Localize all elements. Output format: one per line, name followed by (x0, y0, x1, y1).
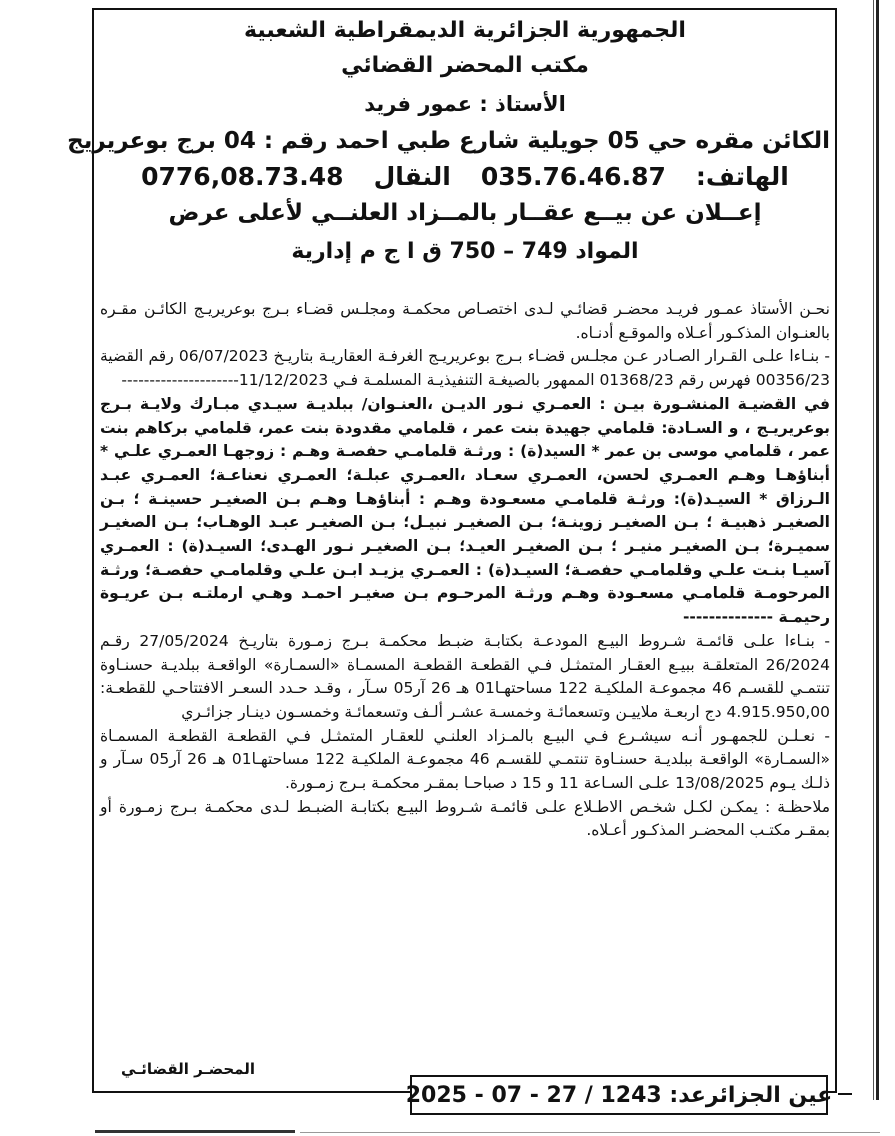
parties-paragraph (100, 393, 830, 630)
decision-text: - بنـاءا علـى القـرار الصـادر عـن مجلـس قضـاء بـرج بوعريريـج الغرفـة العقاريـة بتاريـخ 06/07/2023 رقم القضية 00356/23 فهرس رقم 01368/23 الممهور بالصيغـة التنفيذيـة المسلمـة فـي 11/12/2023 (100, 347, 830, 390)
signature: المحضـر القضائـي (120, 1060, 255, 1078)
publication-stamp: عين الجزائرعد: 1243 / 27 - 07 - 2025 (410, 1075, 828, 1115)
bailiff-name: الأستاذ : عمور فريد (364, 92, 566, 116)
parties-dashes: -------------- (683, 608, 774, 627)
bottom-rule-thin (300, 1132, 880, 1133)
mobile-label: النقال (373, 162, 451, 191)
contact-row (100, 159, 830, 195)
notice-body (100, 298, 830, 843)
mobile-number: 0776,08.73.48 (141, 162, 344, 191)
page-edge (876, 0, 879, 1100)
office-address: الكائن مقره حي 05 جويلية شارع طبي احمد رقم : 04 برج بوعريريج (67, 128, 830, 154)
auction-paragraph: - نعـلـن للجمهـور أنـه سيشـرع فـي البيـع بالمـزاد العلنـي للعقـار المتمثـل فـي القطعـة القطعـة المسمـاة «السمـارة» الواقعـة ببلديـة حسنـاوة تنتمـي للقسـم 46 مجموعـة الملكيـة 122 مساحتهـا01 هـ 26 آر05 سـآر و ذلـك يـوم 13/08/2025 علـى السـاعة 11 و 15 د صباحـا بمقـر محكمـة بـرج زمـورة. (100, 726, 830, 793)
legal-articles: المواد 749 – 750 ق ا ج م إدارية (291, 239, 639, 264)
republic-title: الجمهورية الجزائرية الديمقراطية الشعبية (244, 18, 686, 43)
decision-paragraph (100, 345, 830, 392)
page-edge-line (873, 0, 874, 1100)
office-title: مكتب المحضر القضائي (341, 53, 589, 78)
phone-label: الهاتف: (695, 162, 789, 191)
decision-dashes: --------------------- (121, 371, 239, 390)
bottom-rule (95, 1130, 295, 1133)
notice-header (67, 14, 830, 273)
announcement-title: إعــلان عن بيــع عقــار بالمــزاد العلنــي لأعلى عرض (168, 200, 762, 226)
stamp-tick (838, 1093, 852, 1095)
conditions-paragraph: - بنـاءا علـى قائمـة شـروط البيـع المودعـة بكتابـة ضبـط محكمـة بـرج زمـورة بتاريـخ 27/05/2024 رقـم 26/2024 المتعلقـة ببيـع العقـار المتمثـل فـي القطعـة القطعـة المسمـاة «السمـارة» الواقعـة ببلديـة حسنـاوة تنتمـي للقسـم 46 مجموعـة الملكيـة 122 مساحتهـا01 هـ 26 آر05 سـآر ، وقـد حـدد السعـر الافتتاحـي للقطعـة: 4.915.950,00 دج اربعـة ملاييـن وتسعمائـة وخمسـة عشـر ألـف وتسعمائـة وخمسـون دينـار جزائـري (100, 631, 830, 721)
parties-text: في القضيـة المنشـورة بيـن : العمـري نـور الديـن ،العنـوان/ ببلديـة سيـدي مبـارك ولايـة بـرج بوعريريـج ، و السـادة: قلمامي جهيدة بنت عمر ، قلمامي مقدودة بنت عمر، قلمامي بركاهم بنت عمر ، قلمامي موسى بن عمر * السيد(ة) : ورثـة قلمامـي حفصـة وهـم : زوجهـا العمـري علـي * أبناؤهـا وهـم العمـري لحسن، العمـري سعـاد ،العمـري عبلـة؛ العمـري نعناعـة؛ العمـري عبـد الـرزاق * السيـد(ة): ورثـة قلمامـي مسعـودة وهـم : أبناؤهـا وهـم بـن الصغيـر حسينـة ؛ بـن الصغيـر ذهبيـة ؛ بـن الصغيـر زوينـة؛ بـن الصغيـر نبيـل؛ بـن الصغيـر عبـد الوهـاب؛ بـن الصغيـر سميـرة؛ بـن الصغيـر منيـر ؛ بـن الصغيـر العيـد؛ بـن الصغيـر نـور الهـدى؛ السيـد(ة) : العمـري آسيـا بنـت علـي وقلمامـي حفصـة؛ السيـد(ة) : العمـري يزيـد ابـن علـي وقلمامـي حفصـة؛ ورثـة المرحومـة قلمامـي مسعـودة وهـم ورثـة المرحـوم بـن صغيـر احمـد وهـي ارملتـه بـن عريـوة رحيمـة (100, 394, 830, 627)
intro-paragraph: نحـن الأستاذ عمـور فريـد محضـر قضائـي لـدى اختصـاص محكمـة ومجلـس قضـاء بـرج بوعريريـج الكائـن مقـره بالعنـوان المذكـور أعـلاه والموقـع أدنـاه. (100, 300, 830, 342)
note-paragraph: ملاحظـة : يمكـن لكـل شخـص الاطـلاع علـى قائمـة شـروط البيـع بكتابـة الضبـط لـدى محكمـة بـرج زمـورة أو بمقـر مكتـب المحضـر المذكـور أعـلاه. (100, 797, 830, 840)
phone-number: 035.76.46.87 (480, 162, 666, 191)
